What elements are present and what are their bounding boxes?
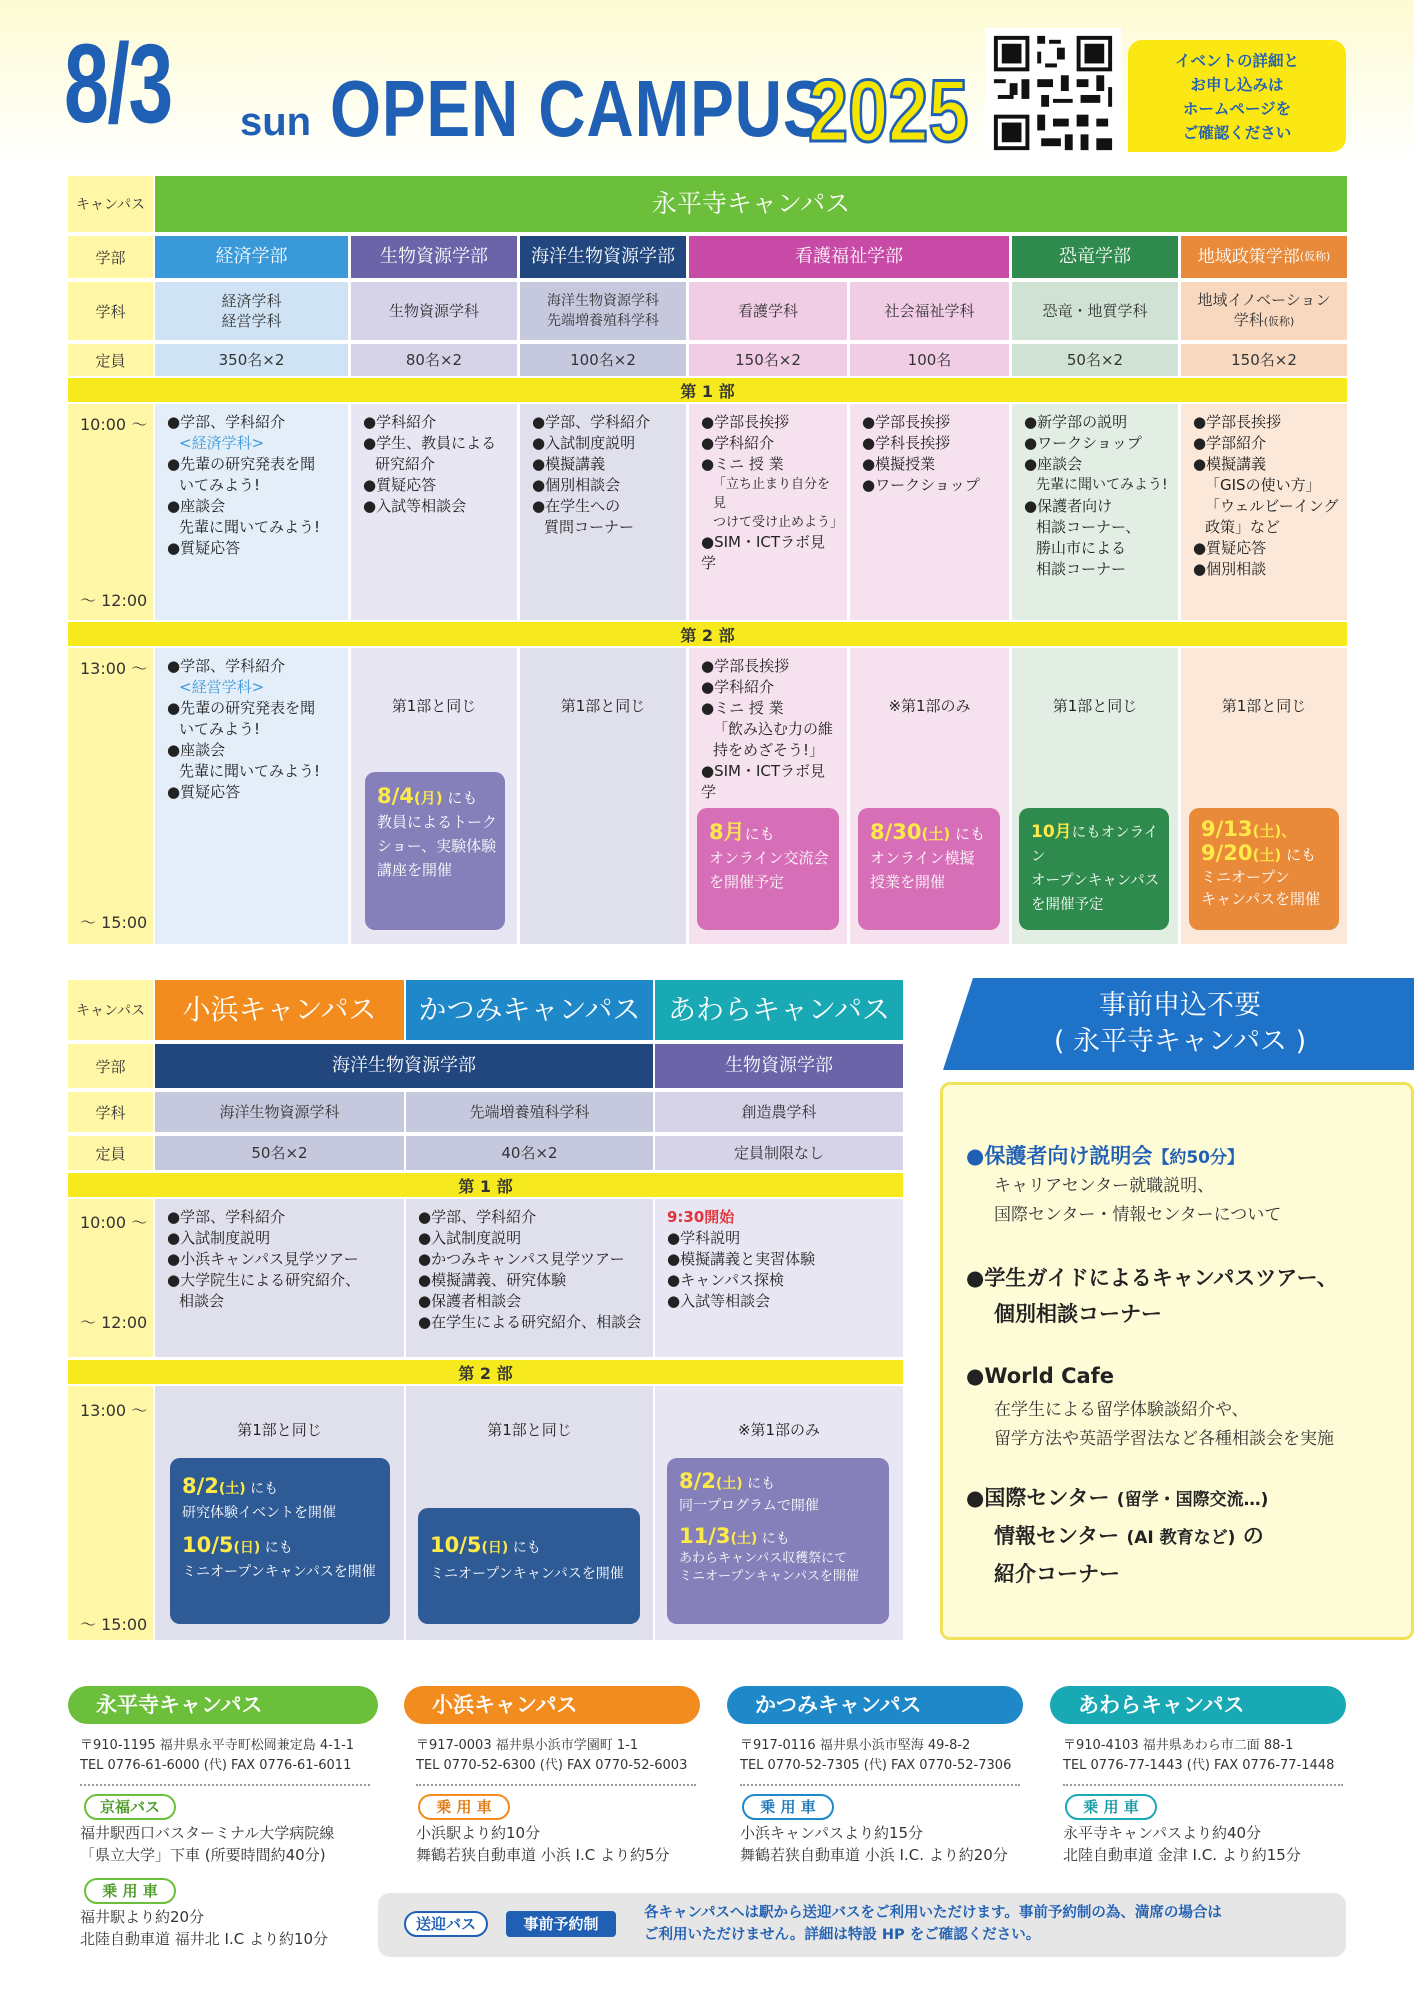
lower-p1-katsumi: ●学部、学科紹介 ●入試制度説明 ●かつみキャンパス見学ツアー ●模擬講義、研究体験 ●保護者相談会 ●在学生による研究紹介、相談会 [406,1199,653,1357]
world-cafe-detail: 在学生による留学体験談紹介や、 留学方法や英語学習法など各種相談会を実施 [994,1400,1334,1449]
homepage-notice: イベントの詳細と お申し込みは ホームページを ご確認ください [1128,40,1346,152]
lower-faculty-label: 学部 [68,1044,153,1088]
access-obama-title: 小浜キャンパス [404,1686,700,1724]
lower-p2-obama: 第1部と同じ [155,1386,404,1640]
part1-end-time: ～ 12:00 [80,591,148,610]
faculty-label: 学部 [68,236,153,278]
eiheiji-car-route: 福井駅より約20分 北陸自動車道 福井北 I.C より約10分 [80,1908,329,1948]
campus-label: キャンパス [68,176,153,232]
capacity-economics: 350名×2 [155,344,348,376]
capacity-label: 定員 [68,344,153,376]
part2-end-time: ～ 15:00 [80,913,148,932]
faculty-nursing-welfare: 看護福祉学部 [689,236,1009,278]
lower-capacity-katsumi: 40名×2 [406,1136,653,1170]
note-regional-policy: 9/13(土)、 9/20(土) にも ミニオープン キャンパスを開催 [1189,808,1339,930]
lower-part1-bar: 第 1 部 [68,1173,903,1197]
lower-part1-start: 10:00 ～ [80,1213,148,1232]
eiheiji-address: 〒910-1195 福井県永平寺町松岡兼定島 4-1-1 TEL 0776-61-6000 (代) FAX 0776-61-6011 [80,1738,355,1773]
lower-dept-label: 学科 [68,1092,153,1132]
note-bioresources: 8/4(月) にも 教員によるトーク ショー、実験体験 講座を開催 [365,772,505,930]
capacity-dinosaur: 50名×2 [1012,344,1178,376]
p2-regional-policy: 第1部と同じ [1181,648,1347,944]
shuttle-bus-tag: 送迎バス [404,1911,488,1937]
shuttle-bus-text: 各キャンパスへは駅から送迎バスをご利用いただけます。事前予約制の為、満席の場合は ご利用いただけません。詳細は特設 HP をご確認ください。 [644,1905,1222,1943]
part2-bar: 第 2 部 [68,622,1347,646]
capacity-nursing: 150名×2 [689,344,847,376]
p2-marine: 第1部と同じ [520,648,686,944]
p2-bioresources: 第1部と同じ [351,648,517,944]
katsumi-car-tag: 乗 用 車 [742,1794,834,1820]
note-dinosaur: 10月にもオンライン オープンキャンパス を開催予定 [1019,808,1169,930]
p1-bioresources: ●学科紹介 ●学生、教員による 研究紹介 ●質疑応答 ●入試等相談会 [351,404,517,620]
obama-address: 〒917-0003 福井県小浜市学園町 1-1 TEL 0770-52-6300 (代) FAX 0770-52-6003 [416,1738,688,1773]
lower-part2-start: 13:00 ～ [80,1401,148,1420]
lower-dept-aquaculture: 先端増養殖科学科 [406,1092,653,1132]
eiheiji-bus-route: 福井駅西口バスターミナル大学病院線 「県立大学」下車 (所要時間約40分) [80,1824,335,1864]
lower-capacity-label: 定員 [68,1136,153,1170]
lower-dept-marine: 海洋生物資源学科 [155,1092,404,1132]
katsumi-car-route: 小浜キャンパスより約15分 舞鶴若狭自動車道 小浜 I.C. より約20分 [740,1824,1008,1864]
reservation-tag: 事前予約制 [506,1911,616,1937]
lower-capacity-obama: 50名×2 [155,1136,404,1170]
faculty-dinosaur: 恐竜学部 [1012,236,1178,278]
campus-header-obama: 小浜キャンパス [155,980,404,1040]
event-title: OPEN CAMPUS [330,64,828,153]
lower-faculty-bioresources: 生物資源学部 [655,1044,903,1088]
katsumi-address: 〒917-0116 福井県小浜市堅海 49-8-2 TEL 0770-52-7305 (代) FAX 0770-52-7306 [740,1738,1012,1773]
p1-marine: ●学部、学科紹介 ●入試制度説明 ●模擬講義 ●個別相談会 ●在学生への 質問コーナー [520,404,686,620]
dept-social-welfare: 社会福祉学科 [850,282,1009,340]
awara-address: 〒910-4103 福井県あわら市二面 88-1 TEL 0776-77-1443 (代) FAX 0776-77-1448 [1063,1738,1335,1773]
capacity-marine: 100名×2 [520,344,686,376]
dept-marine: 海洋生物資源学科 先端増養殖科学科 [520,282,686,340]
event-year: 2025 [808,61,969,160]
campus-header-eiheiji: 永平寺キャンパス [155,176,1347,232]
part2-time-cell [68,648,153,944]
capacity-regional-policy: 150名×2 [1181,344,1347,376]
event-day: sun [240,100,312,144]
dept-bioresources: 生物資源学科 [351,282,517,340]
access-awara-title: あわらキャンパス [1050,1686,1346,1724]
faculty-economics: 経済学部 [155,236,348,278]
p1-dinosaur: ●新学部の説明 ●ワークショップ ●座談会 先輩に聞いてみよう! ●保護者向け 相談コーナー、 勝山市による 相談コーナー [1012,404,1178,620]
lower-part2-end: ～ 15:00 [80,1615,148,1634]
note-obama: 8/2(土) にも 研究体験イベントを開催 10/5(日) にも ミニオープンキャンパスを開催 [170,1458,390,1624]
eiheiji-car-tag: 乗 用 車 [84,1878,176,1904]
obama-car-tag: 乗 用 車 [418,1794,510,1820]
lower-p2-katsumi: 第1部と同じ [406,1386,653,1640]
divider [740,1784,1020,1786]
divider [1063,1784,1343,1786]
dept-economics: 経済学科 経営学科 [155,282,348,340]
note-nursing: 8月にも オンライン交流会 を開催予定 [697,808,839,930]
international-center-title: ●国際センター (留学・国際交流…) 情報センター (AI 教育など) の 紹介コーナー [966,1486,1269,1586]
parents-session-title: ●保護者向け説明会【約50分】 [966,1144,1244,1168]
faculty-regional-policy: 地域政策学部 (仮称) [1181,236,1347,278]
p2-economics: ●学部、学科紹介 <経営学科> ●先輩の研究発表を聞 いてみよう! ●座談会 先輩に聞いてみよう! ●質疑応答 [155,648,348,944]
lower-p1-awara: 9:30開始 ●学科説明 ●模擬講義と実習体験 ●キャンパス探検 ●入試等相談会 [655,1199,903,1357]
no-reservation-title: 事前申込不要 ( 永平寺キャンパス ) [1053,990,1307,1057]
lower-campus-label: キャンパス [68,980,153,1040]
lower-dept-agriculture: 創造農学科 [655,1092,903,1132]
lower-capacity-awara: 定員制限なし [655,1136,903,1170]
divider [80,1784,370,1786]
campus-header-katsumi: かつみキャンパス [406,980,653,1040]
p1-economics: ●学部、学科紹介 <経済学科> ●先輩の研究発表を聞 いてみよう! ●座談会 先輩に聞いてみよう! ●質疑応答 [155,404,348,620]
divider [416,1784,696,1786]
faculty-bioresources: 生物資源学部 [351,236,517,278]
capacity-bioresources: 80名×2 [351,344,517,376]
note-awara: 8/2(土) にも 同一プログラムで開催 11/3(土) にも あわらキャンパス収穫祭にて ミニオープンキャンパスを開催 [667,1458,889,1624]
dept-label: 学科 [68,282,153,340]
dept-dinosaur: 恐竜・地質学科 [1012,282,1178,340]
world-cafe-title: ●World Cafe [966,1364,1115,1388]
p2-social-welfare: ※第1部のみ [850,648,1009,944]
part2-start-time: 13:00 ～ [80,659,148,678]
lower-part1-end: ～ 12:00 [80,1313,148,1332]
dept-regional-innovation: 地域イノベーション 学科(仮称) [1181,282,1347,340]
qr-code[interactable] [985,28,1121,158]
obama-car-route: 小浜駅より約10分 舞鶴若狭自動車道 小浜 I.C より約5分 [416,1824,670,1864]
p2-nursing: ●学部長挨拶 ●学科紹介 ●ミニ 授 業 「飲み込む力の維 持をめざそう!」 ●SIM・ICTラボ見学 [689,648,847,944]
lower-p1-obama: ●学部、学科紹介 ●入試制度説明 ●小浜キャンパス見学ツアー ●大学院生による研究紹介、 相談会 [155,1199,404,1357]
part1-start-time: 10:00 ～ [80,415,148,434]
part1-bar: 第 1 部 [68,378,1347,402]
lower-p2-awara: ※第1部のみ [655,1386,903,1640]
campus-header-awara: あわらキャンパス [655,980,903,1040]
faculty-marine: 海洋生物資源学部 [520,236,686,278]
p1-nursing: ●学部長挨拶 ●学科紹介 ●ミニ 授 業 「立ち止まり自分を見 つけて受け止めよう」 ●SIM・ICTラボ見学 [689,404,847,620]
p2-dinosaur: 第1部と同じ [1012,648,1178,944]
lower-part2-time-cell [68,1386,153,1640]
parents-session-detail: キャリアセンター就職説明、 国際センター・情報センターについて [994,1176,1282,1225]
capacity-social-welfare: 100名 [850,344,1009,376]
awara-car-route: 永平寺キャンパスより約40分 北陸自動車道 金津 I.C. より約15分 [1063,1824,1301,1864]
campus-tour-title: ●学生ガイドによるキャンパスツアー、 個別相談コーナー [966,1266,1338,1326]
event-date: 8/3 [64,21,172,146]
awara-car-tag: 乗 用 車 [1065,1794,1157,1820]
lower-faculty-marine: 海洋生物資源学部 [155,1044,653,1088]
dept-nursing: 看護学科 [689,282,847,340]
note-social-welfare: 8/30(土) にも オンライン模擬 授業を開催 [858,808,1000,930]
p1-regional-policy: ●学部長挨拶 ●学部紹介 ●模擬講義 「GISの使い方」 「ウェルビーイング 政策」など ●質疑応答 ●個別相談 [1181,404,1347,620]
lower-part2-bar: 第 2 部 [68,1360,903,1384]
access-katsumi-title: かつみキャンパス [727,1686,1023,1724]
note-katsumi: 10/5(日) にも ミニオープンキャンパスを開催 [418,1508,640,1624]
access-eiheiji-title: 永平寺キャンパス [68,1686,378,1724]
eiheiji-bus-tag: 京福バス [84,1794,176,1820]
p1-social-welfare: ●学部長挨拶 ●学科長挨拶 ●模擬授業 ●ワークショップ [850,404,1009,620]
